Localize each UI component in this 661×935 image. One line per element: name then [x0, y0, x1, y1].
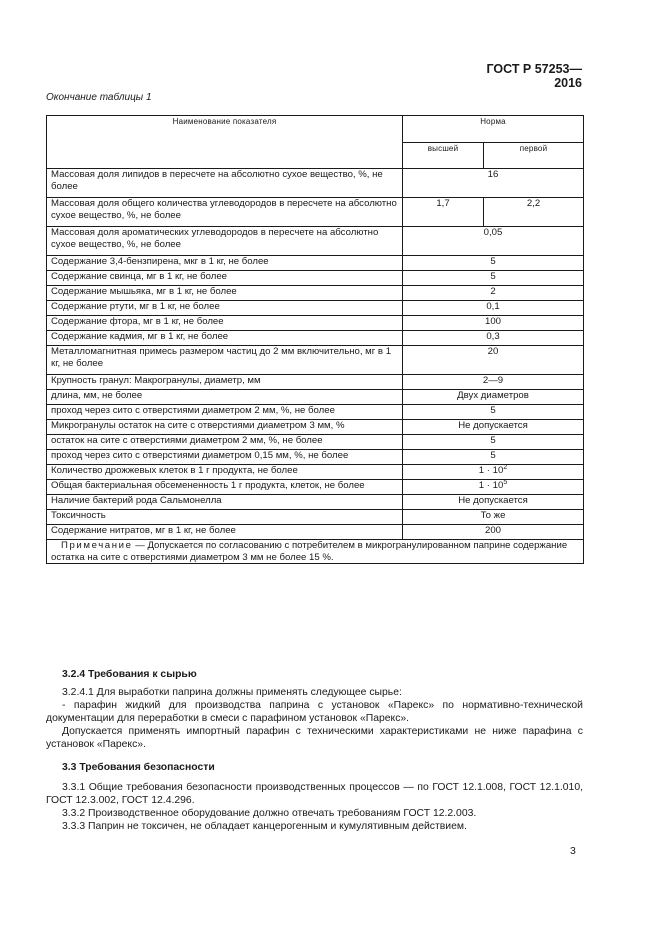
row-value: 5: [403, 256, 584, 271]
paragraph: 3.3.3 Паприн не токсичен, не обладает канцерогенным и кумулятивным действием.: [62, 821, 467, 832]
table-row: [47, 435, 584, 450]
row-value: 5: [403, 450, 584, 465]
table-row: [47, 286, 584, 301]
row-name: Токсичность: [47, 510, 403, 525]
table-row: [47, 450, 584, 465]
table-row: [47, 169, 584, 198]
table-caption: Окончание таблицы 1: [46, 92, 152, 103]
row-value: 16: [403, 169, 584, 198]
row-name: Металломагнитная примесь размером частиц до 2 мм включительно, мг в 1 кг, не более: [47, 346, 403, 375]
table-row: [47, 375, 584, 390]
note-label: Примечание: [61, 540, 133, 551]
row-value-exponent: 2: [503, 463, 508, 471]
row-value: 100: [403, 316, 584, 331]
column-header-name: Наименование показателя: [47, 116, 403, 169]
section-3-2-4: [46, 668, 583, 751]
row-name: Содержание кадмия, мг в 1 кг, не более: [47, 331, 403, 346]
row-value: Двух диаметров: [403, 390, 584, 405]
row-value-exponent: 5: [503, 478, 508, 486]
paragraph: Допускается применять импортный парафин с техническими характеристиками не ниже парафина с установок «Парекс».: [46, 726, 583, 750]
row-value: 5: [403, 435, 584, 450]
table-row: [47, 301, 584, 316]
row-name: Массовая доля липидов в пересчете на абсолютно сухое вещество, %, не более: [47, 169, 403, 198]
row-name: Содержание мышьяка, мг в 1 кг, не более: [47, 286, 403, 301]
section-title: 3.3 Требования безопасности: [62, 762, 215, 773]
specification-table: [46, 115, 584, 564]
page-number: 3: [570, 845, 576, 857]
row-value-high: 1,7: [403, 198, 484, 227]
row-name: Содержание 3,4-бензпирена, мкг в 1 кг, не более: [47, 256, 403, 271]
row-value: 0,3: [403, 331, 584, 346]
paragraph: 3.3.2 Производственное оборудование должно отвечать требованиям ГОСТ 12.2.003.: [62, 808, 477, 819]
table-note: [47, 540, 584, 564]
row-name: Содержание ртути, мг в 1 кг, не более: [47, 301, 403, 316]
row-value-base: 1 · 10: [478, 480, 504, 491]
paragraph: 3.2.4.1 Для выработки паприна должны применять следующее сырье:: [62, 687, 402, 698]
row-value: Не допускается: [403, 420, 584, 435]
paragraph: 3.3.1 Общие требования безопасности производственных процессов — по ГОСТ 12.1.008, ГОСТ 12.1.010, ГОСТ 12.3.002, ГОСТ 12.4.296.: [46, 782, 583, 806]
table-row: [47, 390, 584, 405]
row-value: 5: [403, 405, 584, 420]
row-name: Содержание фтора, мг в 1 кг, не более: [47, 316, 403, 331]
row-value-base: 1 · 10: [478, 465, 504, 476]
section-title: 3.2.4 Требования к сырью: [62, 669, 197, 680]
table-row: [47, 420, 584, 435]
table-row: [47, 346, 584, 375]
paragraph: - парафин жидкий для производства паприна с установок «Парекс» по нормативно-технической документации для переработки в смеси с парафином установок «Парекс».: [46, 700, 583, 724]
row-name: проход через сито с отверстиями диаметром 0,15 мм, %, не более: [47, 450, 403, 465]
row-name: Количество дрожжевых клеток в 1 г продукта, не более: [47, 465, 403, 480]
row-value: 0,05: [403, 227, 584, 256]
row-value: 200: [403, 525, 584, 540]
row-value: [403, 465, 584, 480]
row-name: длина, мм, не более: [47, 390, 403, 405]
table-row: [47, 510, 584, 525]
table-row: [47, 495, 584, 510]
note-text: — Допускается по согласованию с потребителем в микрогранулированном паприне содержание остатка на сите с отверстиями диаметром 3 мм не более 15 %.: [51, 540, 568, 563]
row-name: Содержание нитратов, мг в 1 кг, не более: [47, 525, 403, 540]
row-value: 2—9: [403, 375, 584, 390]
row-name: Массовая доля общего количества углеводородов в пересчете на абсолютно сухое вещество, %, не более: [47, 198, 403, 227]
table-row: [47, 405, 584, 420]
row-value: 5: [403, 271, 584, 286]
row-name: остаток на сите с отверстиями диаметром 2 мм, %, не более: [47, 435, 403, 450]
row-value-first: 2,2: [484, 198, 584, 227]
row-value: То же: [403, 510, 584, 525]
row-name: Микрогранулы остаток на сите с отверстиями диаметром 3 мм, %: [47, 420, 403, 435]
row-name: Наличие бактерий рода Сальмонелла: [47, 495, 403, 510]
row-name: Крупность гранул: Макрогранулы, диаметр, мм: [47, 375, 403, 390]
table-row: [47, 465, 584, 480]
table-row: [47, 316, 584, 331]
table-row: [47, 525, 584, 540]
table-row: [47, 227, 584, 256]
table-row: [47, 198, 584, 227]
section-3-3: [46, 761, 583, 833]
column-header-first: первой: [484, 142, 584, 169]
column-header-norm: Норма: [403, 116, 584, 143]
row-name: Общая бактериальная обсемененность 1 г продукта, клеток, не более: [47, 480, 403, 495]
standard-code: ГОСТ Р 57253—2016: [486, 62, 582, 90]
row-value: [403, 480, 584, 495]
row-name: проход через сито с отверстиями диаметром 2 мм, %, не более: [47, 405, 403, 420]
row-value: Не допускается: [403, 495, 584, 510]
table-row: [47, 480, 584, 495]
table-row: [47, 331, 584, 346]
row-name: Содержание свинца, мг в 1 кг, не более: [47, 271, 403, 286]
row-value: 0,1: [403, 301, 584, 316]
table-note-row: [47, 540, 584, 564]
row-value: 2: [403, 286, 584, 301]
row-name: Массовая доля ароматических углеводородов в пересчете на абсолютно сухое вещество, %, не более: [47, 227, 403, 256]
table-row: [47, 271, 584, 286]
table-row: [47, 256, 584, 271]
column-header-high: высшей: [403, 142, 484, 169]
row-value: 20: [403, 346, 584, 375]
